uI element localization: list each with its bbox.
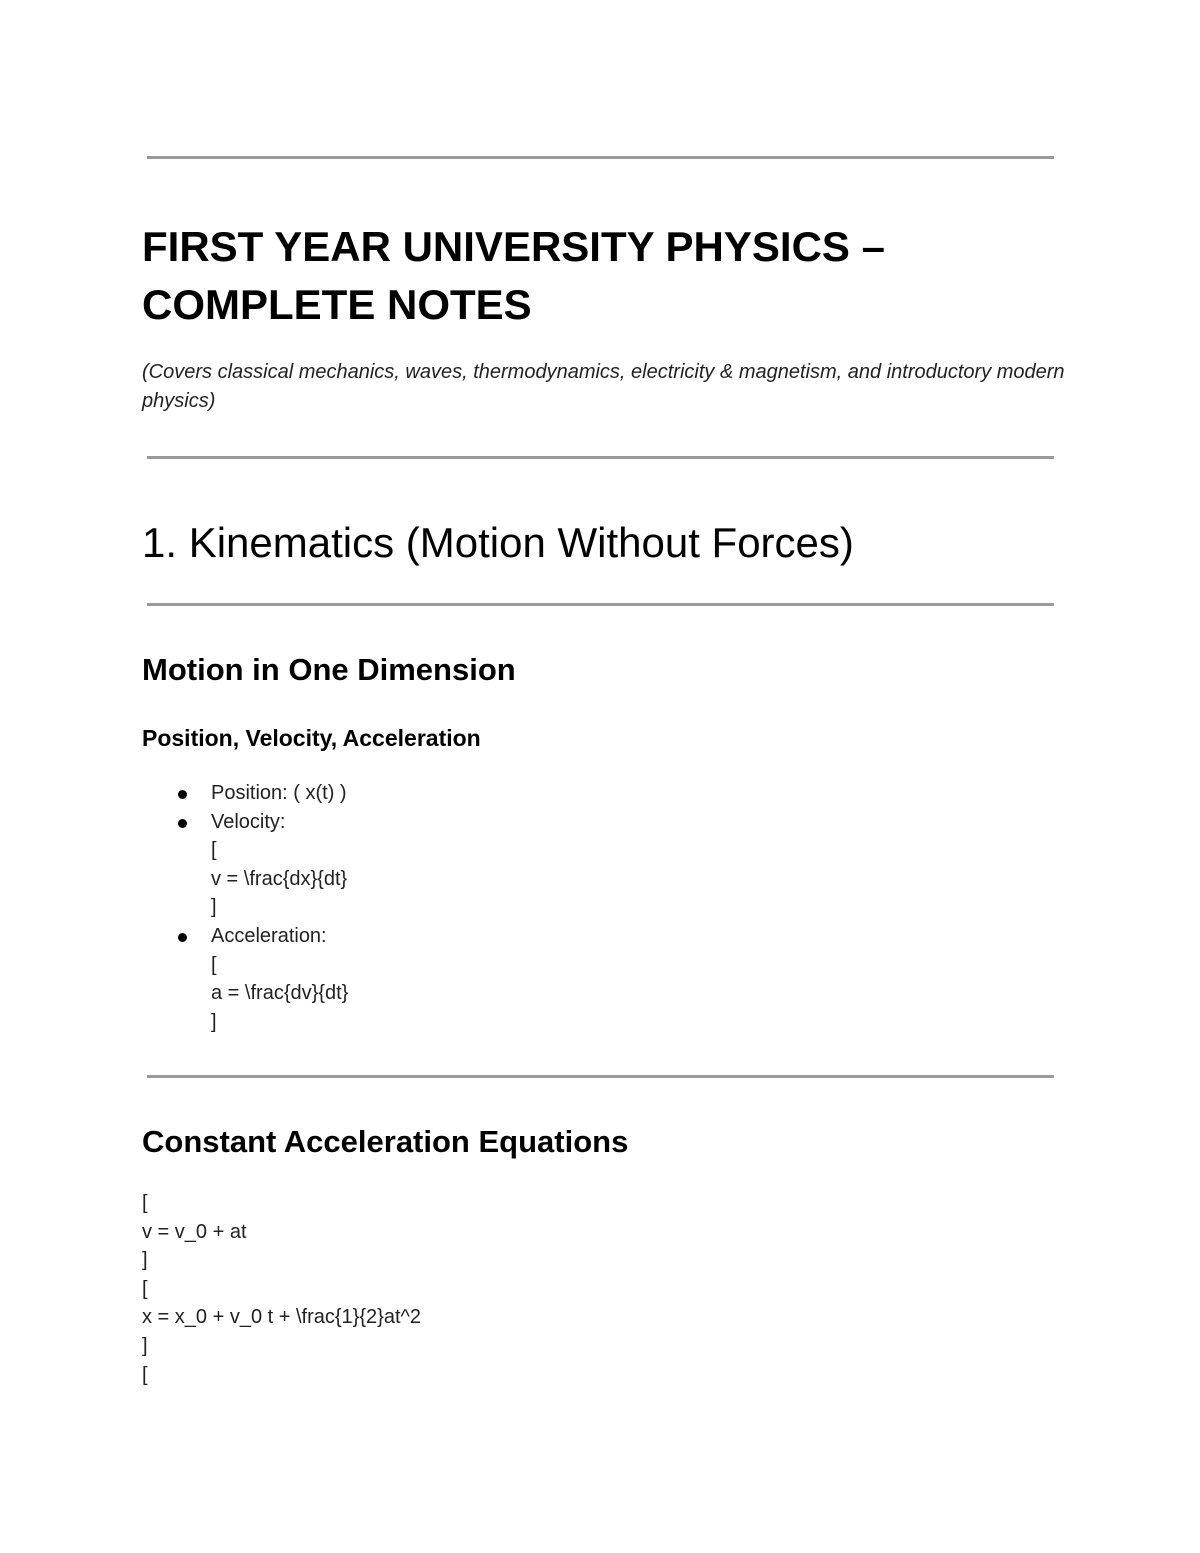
horizontal-rule — [147, 156, 1054, 159]
equation-line: ] — [211, 1010, 217, 1033]
horizontal-rule — [147, 456, 1054, 459]
bullet-icon — [178, 933, 187, 942]
equation-line: [ — [211, 839, 217, 862]
bullet-icon — [178, 790, 187, 799]
bullet-icon — [178, 819, 187, 828]
equation-line: [ — [142, 1192, 148, 1214]
section-heading: 1. Kinematics (Motion Without Forces) — [142, 519, 854, 566]
horizontal-rule — [147, 603, 1054, 606]
horizontal-rule — [147, 1075, 1054, 1078]
subsubsection-heading: Position, Velocity, Acceleration — [142, 725, 481, 751]
equation-line: ] — [211, 896, 217, 919]
equation-line: ] — [142, 1334, 148, 1357]
equation-line: [ — [142, 1363, 148, 1386]
equation-line: x = x_0 + v_0 t + \frac{1}{2}at^2 — [142, 1306, 422, 1329]
equation-line: a = \frac{dv}{dt} — [211, 982, 349, 1005]
equation-line: [ — [211, 953, 217, 976]
definition-list — [142, 779, 942, 1036]
list-item-label: Position: ( x(t) ) — [211, 782, 347, 804]
equation-line: [ — [142, 1277, 148, 1300]
list-item-label: Acceleration: — [211, 924, 327, 947]
equation-line: v = \frac{dx}{dt} — [211, 867, 348, 890]
list-item — [142, 922, 942, 1036]
equation-line: ] — [142, 1249, 148, 1272]
subsection-heading: Motion in One Dimension — [142, 652, 516, 687]
equation-line: v = v_0 + at — [142, 1220, 247, 1243]
document-subtitle: (Covers classical mechanics, waves, thermodynamics, electricity & magnetism, and introductory modern physics) — [142, 361, 1065, 412]
list-item — [142, 808, 942, 922]
subsection-heading: Constant Acceleration Equations — [142, 1124, 629, 1159]
list-item-label: Velocity: — [211, 810, 286, 833]
document-title: FIRST YEAR UNIVERSITY PHYSICS – COMPLETE NOTES — [142, 223, 885, 328]
equation-block — [142, 1189, 421, 1389]
list-item — [142, 779, 942, 808]
